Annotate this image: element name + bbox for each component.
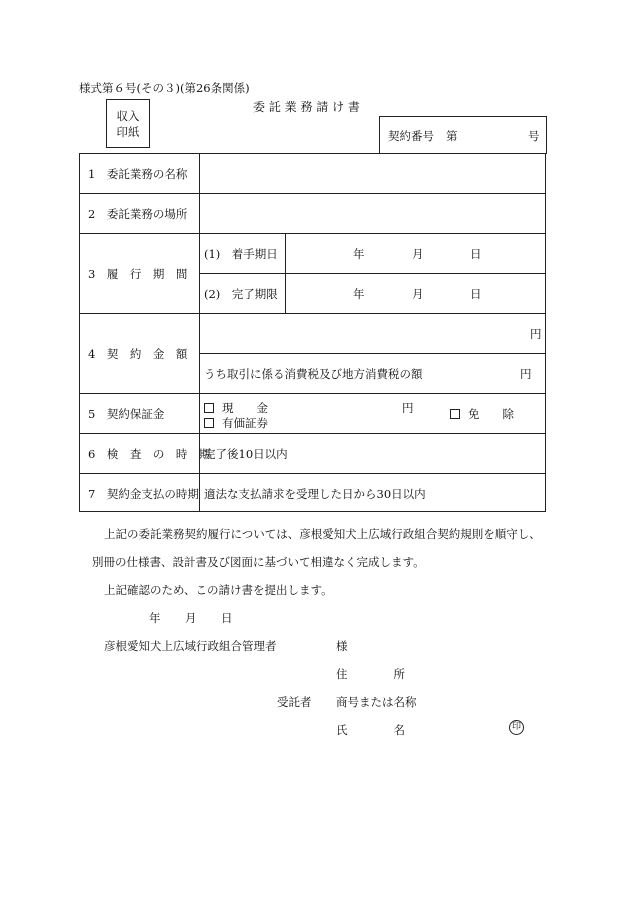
cash-checkbox[interactable] xyxy=(204,403,214,413)
cash-label: 現 金 xyxy=(222,401,268,415)
exempt-checkbox[interactable] xyxy=(450,409,460,419)
address-label: 住 所 xyxy=(336,667,405,681)
seal-mark: 印 xyxy=(509,720,524,735)
securities-label: 有価証券 xyxy=(222,416,268,430)
person-name-label: 氏 名 xyxy=(336,723,405,737)
start-date-label: (1) 着手期日 xyxy=(204,247,278,261)
end-day: 日 xyxy=(470,287,482,301)
body-paragraph-2: 別冊の仕様書、設計書及び図面に基づいて相違なく完成します。 xyxy=(92,555,425,569)
date-day: 日 xyxy=(221,611,233,625)
form-header: 様式第６号(その３)(第26条関係) xyxy=(79,81,250,95)
business-place-field[interactable] xyxy=(202,200,542,228)
date-year: 年 xyxy=(149,611,161,625)
start-day: 日 xyxy=(470,247,482,261)
end-month: 月 xyxy=(412,287,424,301)
start-year: 年 xyxy=(353,247,365,261)
revenue-stamp-box xyxy=(106,99,150,148)
row-label-business-name: 1 委託業務の名称 xyxy=(88,167,188,181)
payment-value: 適法な支払請求を受理した日から30日以内 xyxy=(204,487,426,501)
guarantee-cash-yen: 円 xyxy=(402,401,414,415)
row-label-business-place: 2 委託業務の場所 xyxy=(88,207,188,221)
row-label-period: 3 履 行 期 間 xyxy=(88,267,188,281)
contract-table xyxy=(79,153,546,512)
contract-number-suffix: 号 xyxy=(528,129,540,143)
end-date-label: (2) 完了期限 xyxy=(204,287,278,301)
contract-number-prefix: 第 xyxy=(446,129,458,143)
trade-name-label: 商号または名称 xyxy=(336,695,417,709)
exempt-label: 免 除 xyxy=(468,407,514,421)
guarantee-cash-option[interactable] xyxy=(204,400,268,416)
tax-amount-label: うち取引に係る消費税及び地方消費税の額 xyxy=(204,367,423,381)
tax-amount-yen: 円 xyxy=(520,367,532,381)
row-label-inspection: 6 検 査 の 時 期 xyxy=(88,447,211,461)
stamp-label-2: 印紙 xyxy=(116,124,140,139)
row-label-payment: 7 契約金支払の時期 xyxy=(88,487,199,501)
guarantee-exempt-option[interactable] xyxy=(450,406,514,422)
contract-number-label: 契約番号 xyxy=(388,129,434,143)
date-month: 月 xyxy=(185,611,197,625)
contract-amount-yen: 円 xyxy=(530,327,542,341)
contractor-label: 受託者 xyxy=(277,695,312,709)
guarantee-securities-option[interactable] xyxy=(204,415,268,431)
start-month: 月 xyxy=(412,247,424,261)
addressee: 彦根愛知犬上広域行政組合管理者 xyxy=(104,639,277,653)
stamp-label-1: 収入 xyxy=(116,108,140,123)
document-title: 委 託 業 務 請 け 書 xyxy=(253,100,360,114)
addressee-honorific: 様 xyxy=(336,639,348,653)
end-year: 年 xyxy=(353,287,365,301)
contract-number-box xyxy=(379,116,547,154)
body-paragraph-3: 上記確認のため、この請け書を提出します。 xyxy=(104,583,333,597)
securities-checkbox[interactable] xyxy=(204,418,214,428)
business-name-field[interactable] xyxy=(202,160,542,188)
inspection-value: 完了後10日以内 xyxy=(204,447,288,461)
row-label-guarantee: 5 契約保証金 xyxy=(88,407,165,421)
body-paragraph-1: 上記の委託業務契約履行については、彦根愛知犬上広域行政組合契約規則を順守し、 xyxy=(104,527,541,541)
row-label-contract-amount: 4 契 約 金 額 xyxy=(88,347,188,361)
